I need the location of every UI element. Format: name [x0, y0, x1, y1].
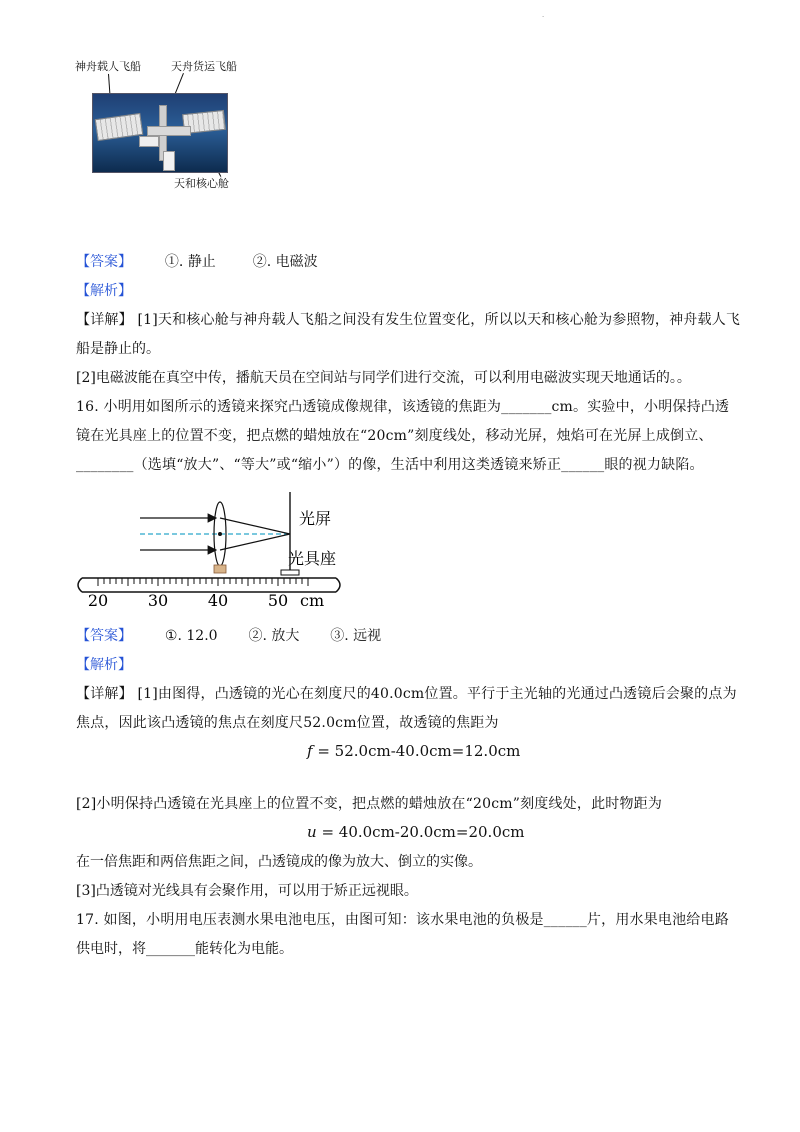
- q15-answer-tag: 【答案】: [76, 254, 132, 270]
- scale-ticks: [98, 578, 308, 586]
- tick-label-40: 40: [207, 591, 229, 610]
- q17-stem-line-2: 供电时，将_______能转化为电能。: [76, 941, 293, 957]
- q15-answer-2-text: 电磁波: [275, 254, 318, 270]
- space-station-figure: [74, 60, 264, 200]
- lens-center-point: [218, 532, 222, 536]
- q16-answer-2-text: 放大: [271, 628, 300, 644]
- screen-label: 光屏: [299, 509, 332, 528]
- q15-detail-line-3: [2]电磁波能在真空中传，播航天员在空间站与同学们进行交流，可以利用电磁波实现天地通话的。。: [76, 370, 691, 386]
- q15-detail-tag: 【详解】: [76, 312, 133, 328]
- tianhe-module: [147, 126, 191, 136]
- q15-detail-text-1: [1]天和核心舱与神舟载人飞船之间没有发生位置变化，所以以天和核心舱为参照物，神舟载人飞: [137, 312, 741, 328]
- q16-analysis-tag: 【解析】: [76, 657, 132, 673]
- lens-experiment-figure: [74, 488, 368, 614]
- q16-stem-line-1: 16. 小明用如图所示的透镜来探究凸透镜成像规律，该透镜的焦距为_______cm。实验中，小明保持凸透: [76, 399, 730, 415]
- space-station-photo: [92, 93, 228, 173]
- q16-detail-line-5: [3]凸透镜对光线具有会聚作用，可以用于矫正远视眼。: [76, 883, 418, 899]
- tick-label-30: 30: [147, 591, 169, 610]
- q16-detail-tag: 【详解】: [76, 686, 133, 702]
- q16-answer-3-num: ③.: [330, 628, 349, 644]
- q16-detail-line-1: [76, 684, 737, 705]
- optical-bench: [78, 578, 340, 592]
- corner-mark: ·: [542, 14, 544, 21]
- q16-detail-line-3: [2]小明保持凸透镜在光具座上的位置不变，把点燃的蜡烛放在“20cm”刻度线处，此时物距为: [76, 796, 663, 812]
- q15-answer-line: [76, 252, 318, 273]
- q15-detail-line-2: 船是静止的。: [76, 341, 160, 357]
- tianzhou-module: [163, 151, 175, 171]
- formula-object-variable: u: [307, 823, 317, 841]
- formula-focal-length: [307, 742, 520, 760]
- refracted-ray-top: [220, 518, 290, 534]
- lens-holder: [214, 565, 226, 573]
- formula-focal-expression: = 52.0cm-40.0cm=12.0cm: [312, 742, 521, 760]
- q16-detail-text-1: [1]由图得，凸透镜的光心在刻度尺的40.0cm位置。平行于主光轴的光通过凸透镜后会聚的点为: [137, 686, 737, 702]
- q16-detail-line-4: 在一倍焦距和两倍焦距之间，凸透镜成的像为放大、倒立的实像。: [76, 854, 482, 870]
- tick-label-50: 50: [267, 591, 289, 610]
- q15-analysis-tag: 【解析】: [76, 283, 132, 299]
- formula-object-expression: = 40.0cm-20.0cm=20.0cm: [316, 823, 525, 841]
- refracted-ray-bottom: [220, 534, 290, 550]
- q16-answer-3-text: 远视: [353, 628, 382, 644]
- solar-panel-left: [95, 113, 144, 141]
- tick-label-20: 20: [87, 591, 109, 610]
- formula-object-distance: [307, 823, 524, 841]
- q15-answer-1-num: ①.: [164, 254, 184, 270]
- q16-answer-1-text: 12.0: [186, 628, 218, 644]
- shenzhou-module: [139, 136, 159, 147]
- q16-detail-line-2: 焦点，因此该凸透镜的焦点在刻度尺52.0cm位置，故透镜的焦距为: [76, 715, 499, 731]
- screen-holder: [281, 570, 299, 575]
- q15-answer-1-text: 静止: [187, 254, 216, 270]
- q15-answer-2-num: ②.: [252, 254, 272, 270]
- tianzhou-label: 天舟货运飞船: [171, 60, 237, 73]
- shenzhou-label: 神舟载人飞船: [75, 60, 141, 73]
- q16-answer-1-num: ①.: [164, 628, 182, 644]
- formula-focal-variable: f: [307, 742, 313, 760]
- lens-diagram: [74, 488, 368, 614]
- bench-label: 光具座: [288, 549, 337, 568]
- tick-label-cm: cm: [300, 591, 325, 610]
- q16-answer-line: [76, 626, 381, 647]
- q17-stem-line-1: 17. 如图，小明用电压表测水果电池电压，由图可知：该水果电池的负极是______片，用水果电池给电路: [76, 912, 729, 928]
- q16-stem-line-3: ________（选填“放大”、“等大”或“缩小”）的像，生活中利用这类透镜来矫正______眼的视力缺陷。: [76, 457, 704, 473]
- q16-stem-line-2: 镜在光具座上的位置不变，把点燃的蜡烛放在“20cm”刻度线处，移动光屏，烛焰可在光屏上成倒立、: [76, 428, 713, 444]
- q16-answer-2-num: ②.: [248, 628, 267, 644]
- q16-answer-tag: 【答案】: [76, 628, 132, 644]
- q15-detail-line-1: [76, 310, 740, 331]
- tianhe-label: 天和核心舱: [174, 177, 229, 190]
